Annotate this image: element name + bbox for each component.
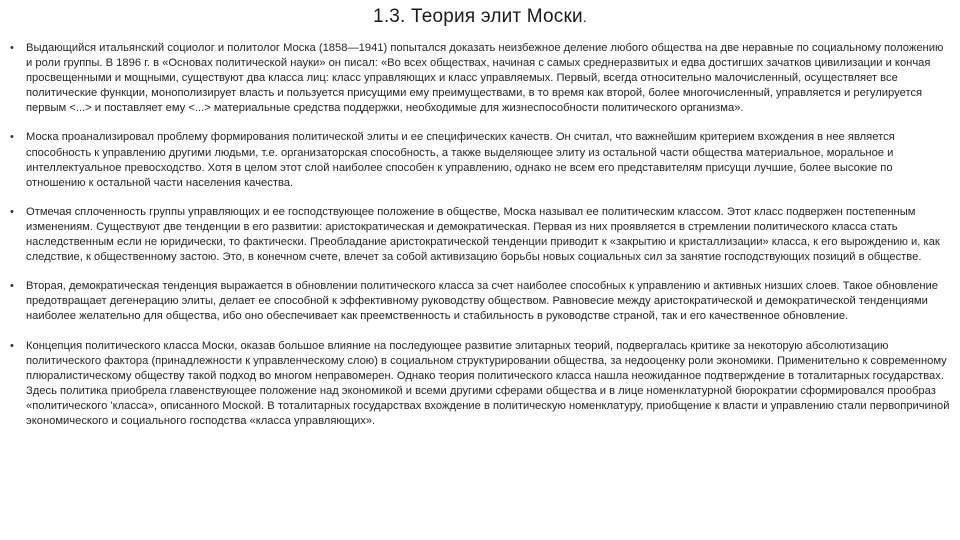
bullet-text: Выдающийся итальянский социолог и политолог Моска (1858—1941) попытался доказать неизбежное деление любого общества на две неравные по социальному положению и роли группы. В 1896 г. в «Основах политической науки» он писал: «Во всех обществах, начиная с самых среднеразвитых и едва достигших зачатков цивилизации и кончая просвещенными и мощными, существуют два класса лиц: класс управляющих и класс управляемых. Первый, всегда относительно малочисленный, осуществляет все политические функции, монополизирует власть и пользуется присущими ему преимуществами, в то время как второй, более многочисленный, управляется и регулируется первым <...> и поставляет ему <...> материальные средства поддержки, необходимые для жизнеспособности политического организма». <box>26 42 944 115</box>
bullet-text: Моска проанализировал проблему формирования политической элиты и ее специфических качеств. Он считал, что важнейшим критерием вхождения в нее является способность к управлению другими людьми, т.е. организаторская способность, а также выделяющее элиту из остальной части общества материальное, моральное и интеллектуальное превосходство. Хотя в целом этот слой наиболее способен к управлению, однако не всем его представителям присущи лучшие, более высокие по отношению к остальной части населения качества. <box>26 131 895 189</box>
bullet-item-democratic-tendency <box>10 279 952 324</box>
bullet-icon: • <box>10 131 14 144</box>
slide-title-text: 1.3. Теория элит Моски <box>373 6 583 27</box>
bullet-icon: • <box>10 42 14 54</box>
bullet-text: Концепция политического класса Моски, оказав большое влияние на последующее развитие элитарных теорий, подвергалась критике за некоторую абсолютизацию политического фактора (принадлежности к управленческому слою) в социальном структурировании общества, за недооценку роли экономики. Применительно к современному плюралистическому обществу такой подход во многом неправомерен. Однако теория политического класса нашла неожиданное подтверждение в тоталитарных государствах. Здесь политика приобрела главенствующее положение над экономикой и всеми другими сферами общества и в лице номенклатурной бюрократии сформировался прообраз «политического 'класса», описанного Моской. В тоталитарных государствах вхождение в политическую номенклатуру, приобщение к власти и управлению стали первопричиной экономического и социального господства «класса управляющих». <box>26 339 950 427</box>
bullet-list <box>10 41 952 443</box>
bullet-item-elite-formation <box>10 130 952 190</box>
bullet-text: Отмечая сплоченность группы управляющих и ее господствующее положение в обществе, Моска называл ее политическим классом. Этот класс подвержен постепенным изменениям. Существуют две тенденции в его развитии: аристократическая и демократическая. Первая из них проявляется в стремлении политического класса стать наследственным если не юридически, то фактически. Преобладание аристократической тенденции приводит к «закрытию и кристаллизации» класса, к его вырождению и, как следствие, к общественному застою. Это, в конечном счете, влечет за собой активизацию борьбы новых социальных сил за занятие господствующих позиций в обществе. <box>26 205 940 264</box>
bullet-icon: • <box>10 280 14 293</box>
bullet-item-mosca-intro <box>10 41 952 116</box>
slide-title-period: . <box>582 9 587 25</box>
bullet-item-political-class <box>10 205 952 265</box>
bullet-icon: • <box>10 205 14 218</box>
slide-title <box>0 6 960 28</box>
bullet-icon: • <box>10 339 14 352</box>
bullet-item-concept-critique <box>10 339 952 430</box>
bullet-text: Вторая, демократическая тенденция выражается в обновлении политического класса за счет наиболее способных к управлению и активных низших слоев. Такое обновление предотвращает дегенерацию элиты, делает ее способной к эффективному руководству обществом. Равновесие между аристократической и демократической тенденциями наиболее желательно для общества, ибо оно обеспечивает как преемственность и стабильность в руководстве страной, так и его качественное обновление. <box>26 280 939 323</box>
